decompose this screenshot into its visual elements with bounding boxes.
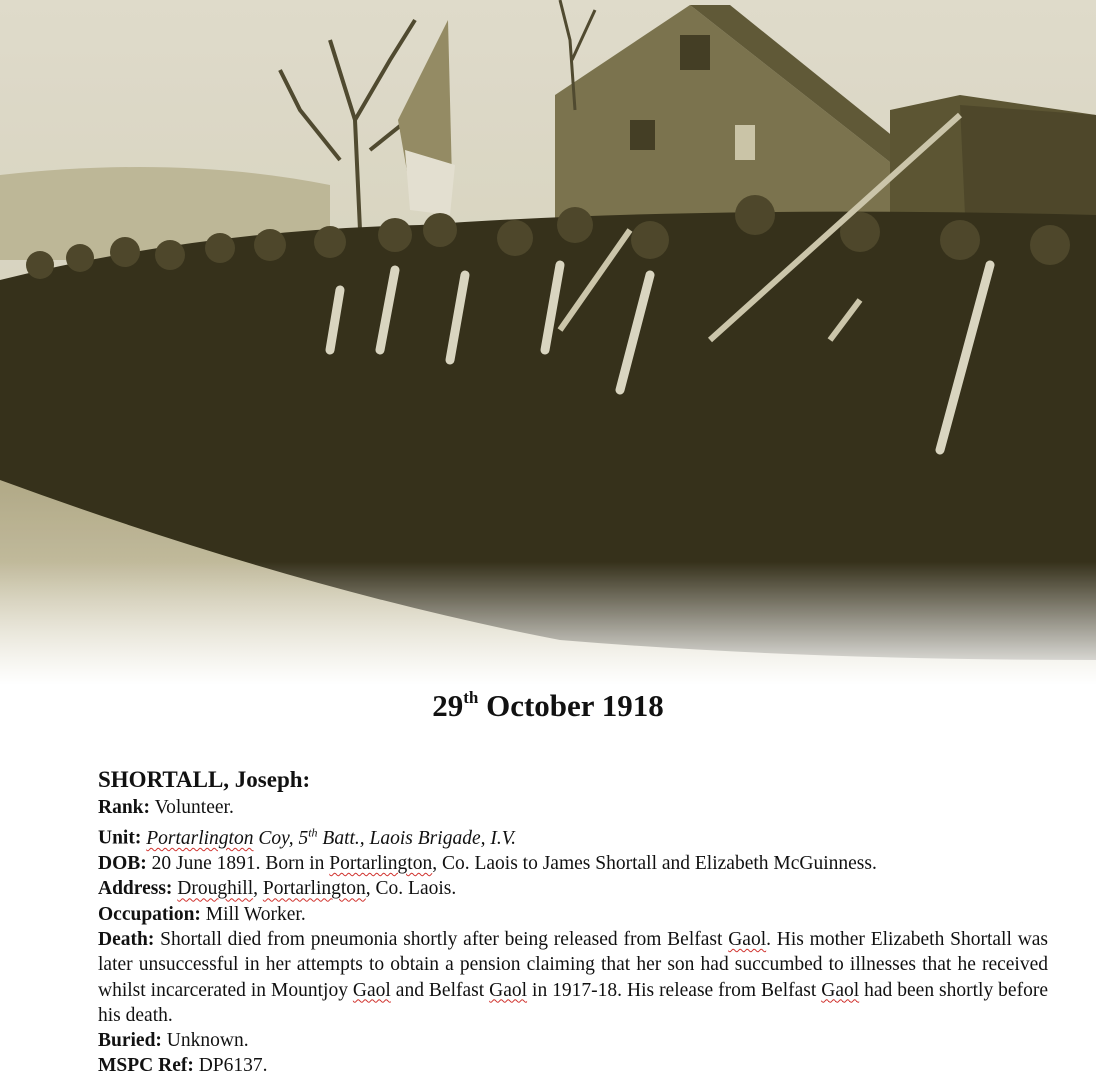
- dob-text-a: 20 June 1891. Born in: [151, 853, 330, 875]
- death-text-3: and Belfast: [390, 979, 490, 1001]
- occupation-line: [98, 902, 1048, 927]
- address-label: Address:: [98, 878, 173, 900]
- dob-place: Portarlington: [329, 853, 433, 875]
- buried-line: [98, 1028, 1048, 1053]
- death-text-1: Shortall died from pneumonia shortly after being released from Belfast: [160, 928, 729, 950]
- death-text-2: . His mother Elizabeth Shortall was later unsuccessful in her attempts to obtain a pension claiming that her son had succumbed to illnesses that he received whilst incarcerated in Mountjoy: [98, 928, 1049, 1001]
- death-gaol-2: Gaol: [352, 979, 391, 1001]
- unit-value: [146, 825, 516, 849]
- person-name: SHORTALL, Joseph:: [98, 767, 311, 792]
- dob-line: [98, 851, 1048, 876]
- rank-line: [98, 795, 1048, 820]
- mspc-label: MSPC Ref:: [98, 1055, 194, 1077]
- occupation-value: Mill Worker.: [205, 903, 306, 925]
- unit-text-b: Batt., Laois Brigade, I.V.: [317, 827, 516, 849]
- death-label: Death:: [98, 928, 155, 950]
- rank-label: Rank:: [98, 797, 151, 818]
- rank-value: Volunteer.: [154, 797, 234, 818]
- address-separator: ,: [253, 878, 263, 900]
- biography-entry: [98, 765, 1048, 1079]
- death-text-5: had been shortly before his death.: [98, 979, 1048, 1026]
- death-gaol-3: Gaol: [489, 979, 528, 1001]
- mspc-value: DP6137.: [198, 1055, 268, 1077]
- dob-label: DOB:: [98, 853, 147, 875]
- death-gaol-1: Gaol: [728, 928, 767, 950]
- unit-line: [98, 820, 1048, 851]
- unit-place: Portarlington: [146, 827, 254, 849]
- death-text-4: in 1917-18. His release from Belfast: [527, 979, 822, 1001]
- unit-text-a: Coy, 5: [253, 827, 309, 849]
- buried-value: Unknown.: [166, 1030, 249, 1052]
- buried-label: Buried:: [98, 1030, 162, 1052]
- address-part-2: Portarlington: [262, 878, 366, 900]
- mspc-line: [98, 1053, 1048, 1078]
- death-gaol-4: Gaol: [821, 979, 860, 1001]
- unit-label: Unit:: [98, 827, 142, 849]
- occupation-label: Occupation:: [98, 903, 201, 925]
- address-line: [98, 876, 1048, 901]
- date-day: 29: [432, 688, 464, 723]
- death-paragraph: [98, 927, 1048, 1028]
- address-tail: , Co. Laois.: [365, 878, 457, 900]
- date-suffix: th: [463, 688, 479, 707]
- unit-sup: th: [308, 825, 318, 840]
- address-part-1: Droughill: [177, 878, 254, 900]
- dob-text-b: , Co. Laois to James Shortall and Elizabeth McGuinness.: [432, 853, 877, 875]
- date-month-year: October 1918: [486, 688, 664, 723]
- date-heading: [0, 688, 1096, 724]
